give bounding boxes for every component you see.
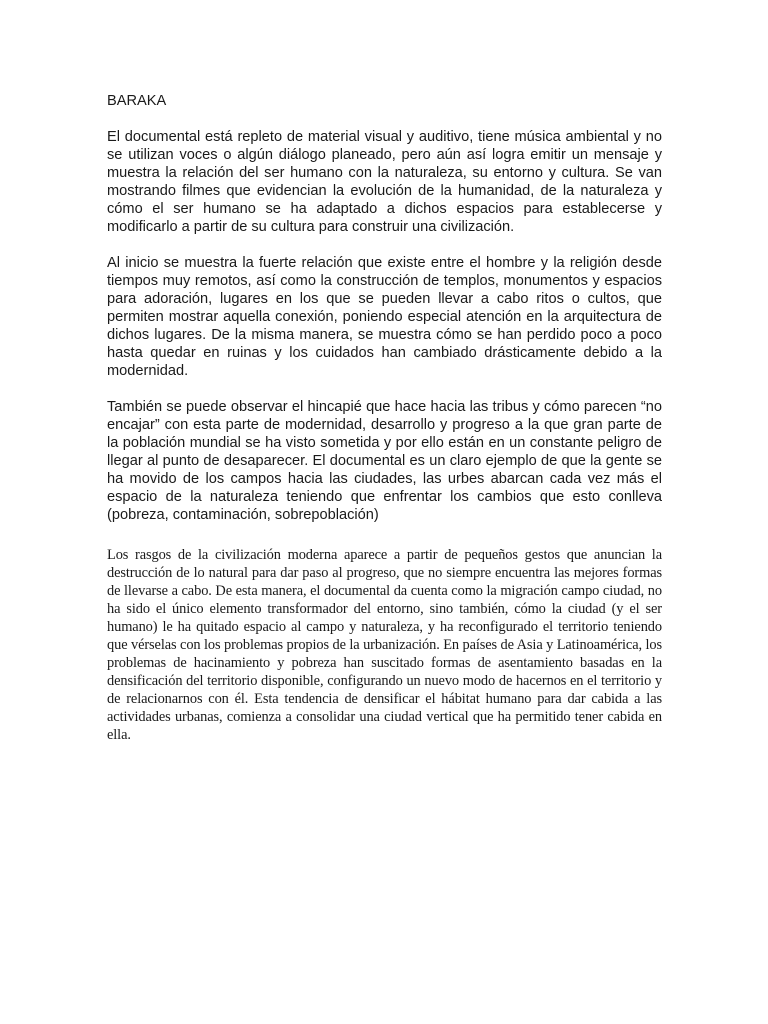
paragraph-3: También se puede observar el hincapié que hace hacia las tribus y cómo parecen “no encajar” con esta parte de modernidad, desarrollo y progreso a la que gran parte de la población mundial se ha visto sometida y por ello están en un constante peligro de llegar al punto de desaparecer. El documental es un claro ejemplo de que la gente se ha movido de los campos hacia las ciudades, las urbes abarcan cada vez más el espacio de la naturaleza teniendo que enfrentar los cambios que esto conlleva (pobreza, contaminación, sobrepoblación): [107, 399, 662, 523]
paragraph-4: Los rasgos de la civilización moderna aparece a partir de pequeños gestos que anuncian la destrucción de lo natural para dar paso al progreso, que no siempre encuentra las mejores formas de llevarse a cabo. De esta manera, el documental da cuenta como la migración campo ciudad, no ha sido el único elemento transformador del entorno, sino también, cómo la ciudad (y el ser humano) le ha quitado espacio al campo y naturaleza, y ha reconfigurado el territorio teniendo que vérselas con los problemas propios de la urbanización. En países de Asia y Latinoamérica, los problemas de hacinamiento y pobreza han suscitado formas de asentamiento basadas en la densificación del territorio disponible, configurando un nuevo modo de hacernos en el territorio y de relacionarnos con él. Esta tendencia de densificar el hábitat humano para dar cabida a las actividades urbanas, comienza a consolidar una ciudad vertical que ha permitido tener cabida en ella.: [107, 547, 662, 743]
document-title: BARAKA: [107, 93, 167, 109]
paragraph-1: El documental está repleto de material visual y auditivo, tiene música ambiental y no se utilizan voces o algún diálogo planeado, pero aún así logra emitir un mensaje y muestra la relación del ser humano con la naturaleza, su entorno y cultura. Se van mostrando filmes que evidencian la evolución de la humanidad, de la naturaleza y cómo el ser humano se ha adaptado a dichos espacios para establecerse y modificarlo a partir de su cultura para construir una civilización.: [107, 129, 662, 235]
document-page: [107, 92, 662, 744]
paragraph-2: Al inicio se muestra la fuerte relación que existe entre el hombre y la religión desde tiempos muy remotos, así como la construcción de templos, monumentos y espacios para adoración, lugares en los que se pueden llevar a cabo ritos o cultos, que permiten mostrar aquella conexión, poniendo especial atención en la arquitectura de dichos lugares. De la misma manera, se muestra cómo se han perdido poco a poco hasta quedar en ruinas y los cuidados han cambiado drásticamente debido a la modernidad.: [107, 255, 662, 379]
